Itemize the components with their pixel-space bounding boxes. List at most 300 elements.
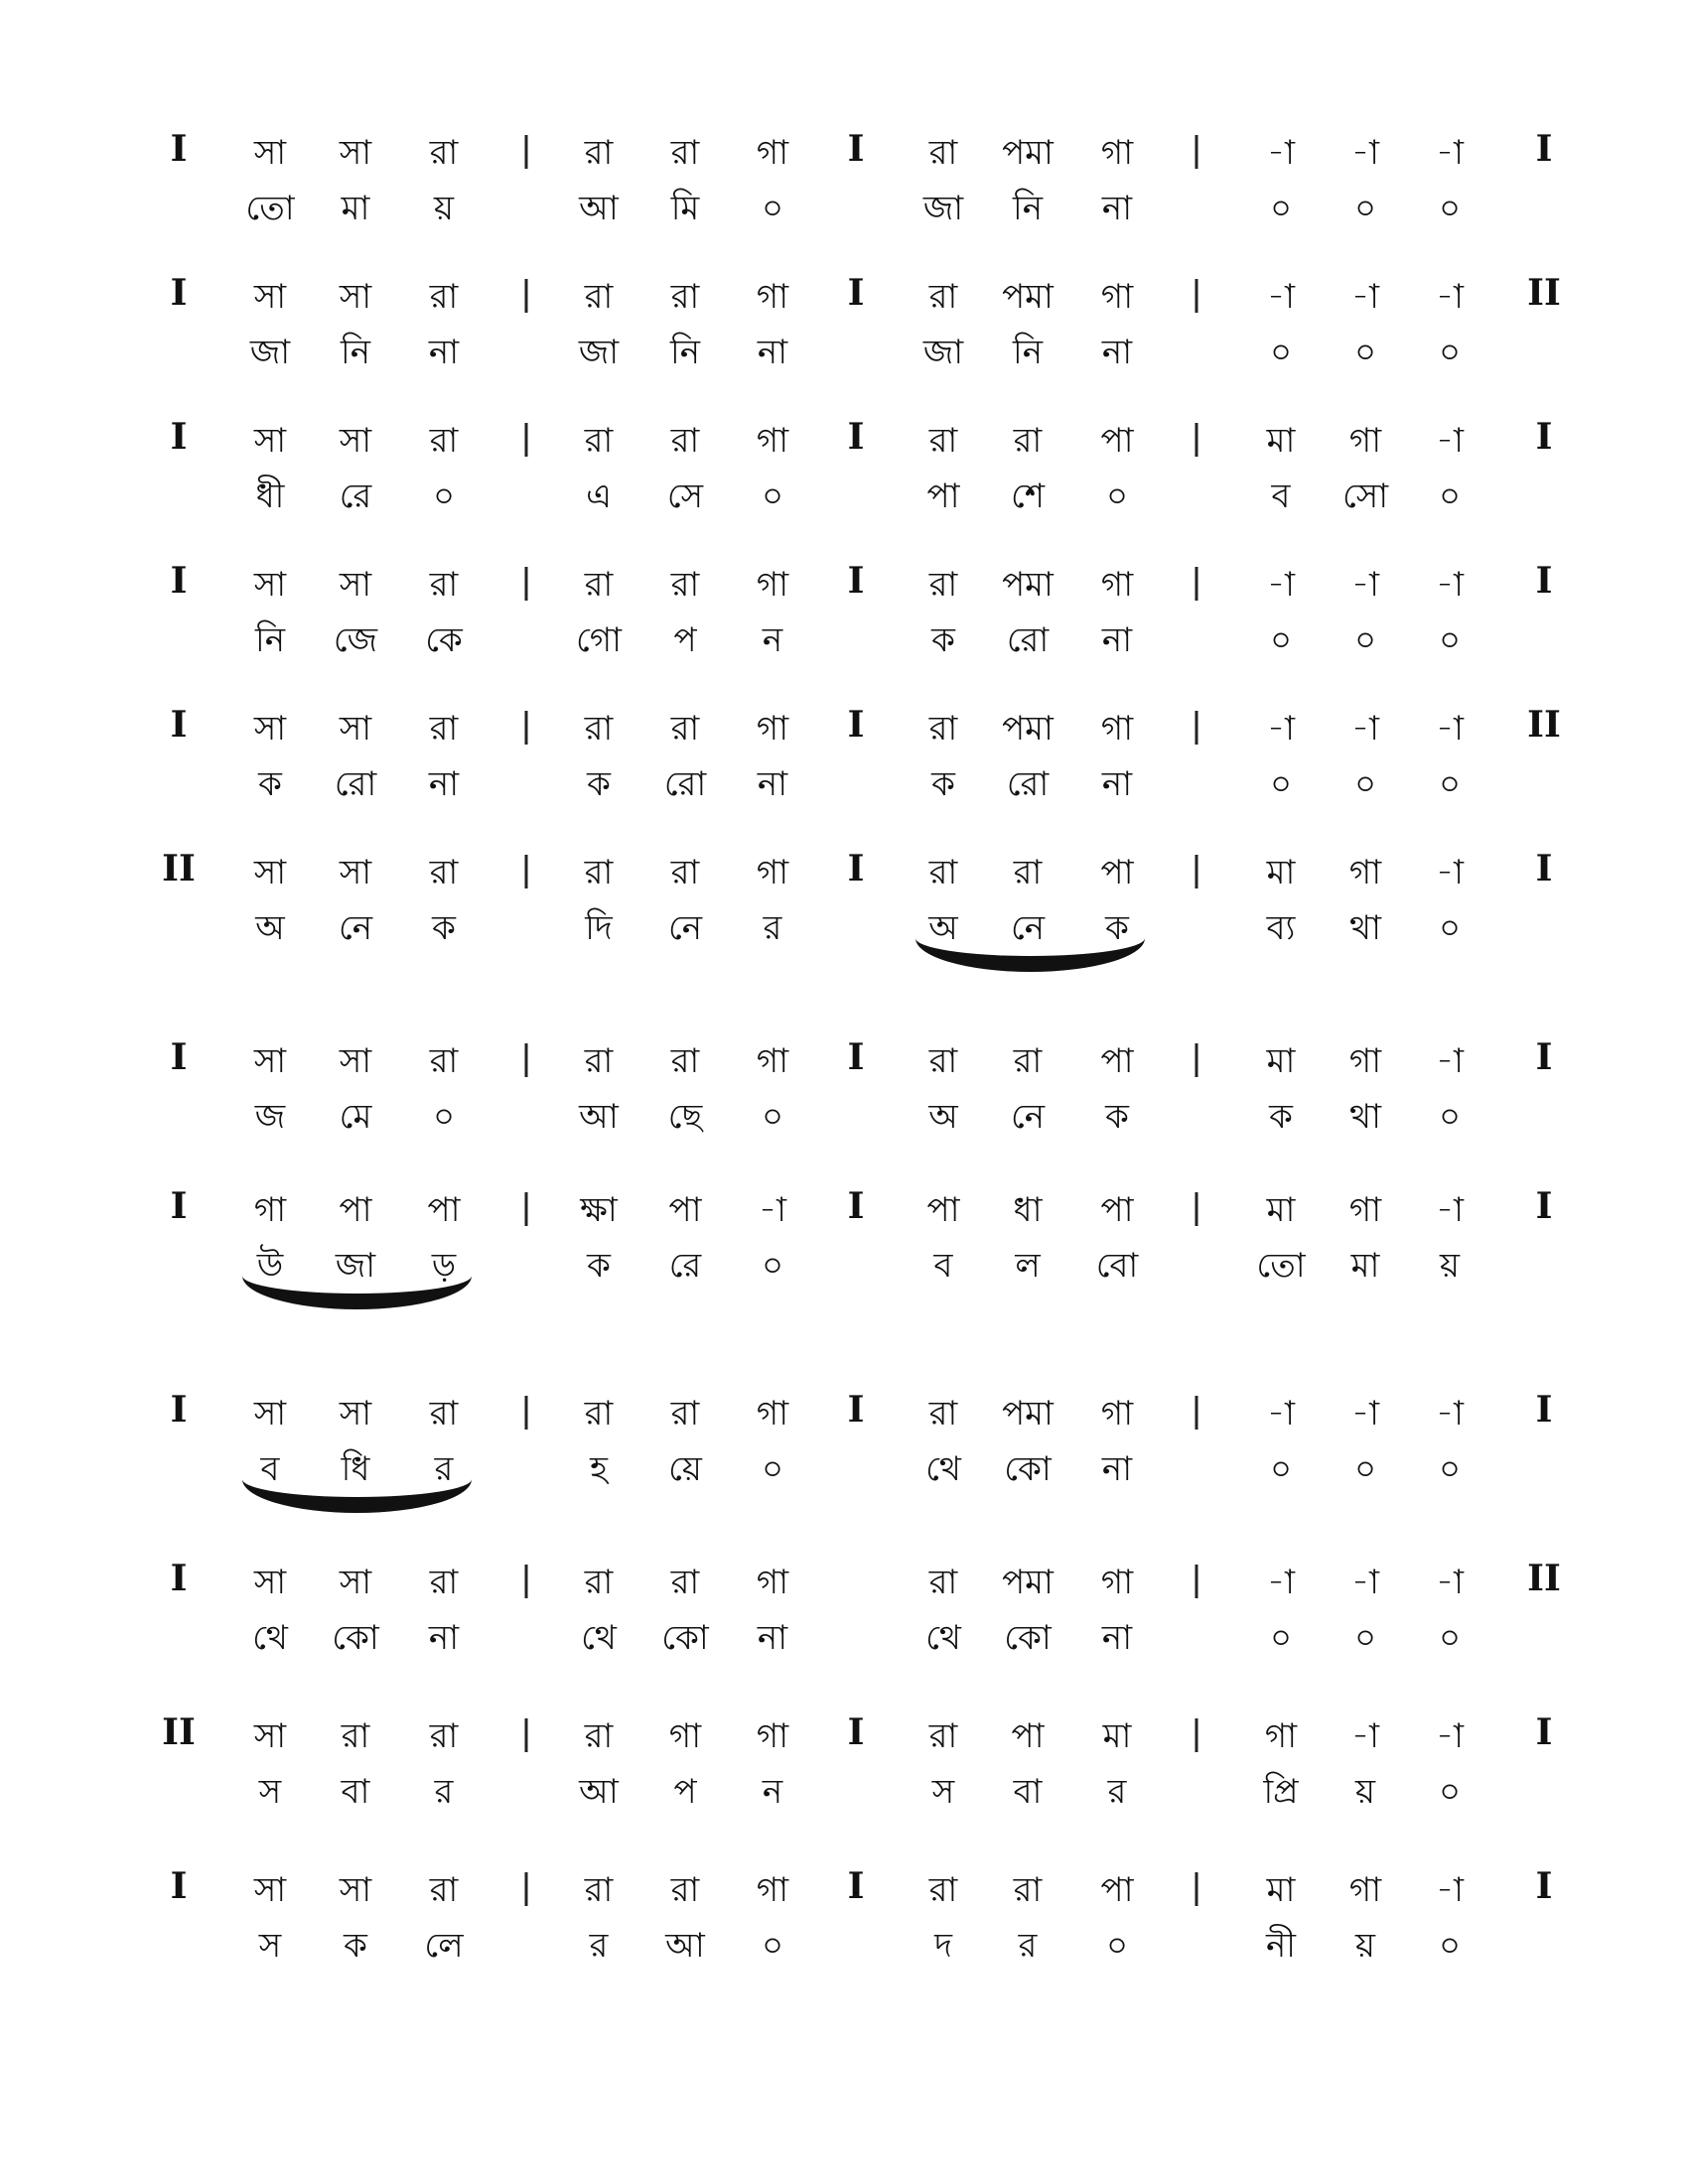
notation-row xyxy=(0,417,1688,546)
note: পা xyxy=(1100,853,1134,892)
beat-divider xyxy=(1196,1043,1198,1077)
note: রা xyxy=(429,277,459,317)
lyric-syllable: থে xyxy=(581,1618,617,1658)
lyric-syllable: ০ xyxy=(1438,764,1462,804)
lyric-syllable: ০ xyxy=(1269,1449,1293,1489)
lyric-syllable: য় xyxy=(1439,1246,1461,1286)
beat-divider xyxy=(1196,135,1198,169)
notation-row xyxy=(0,129,1688,258)
note: পা xyxy=(1100,1870,1134,1910)
lyric-syllable: ০ xyxy=(1105,1926,1129,1966)
note: -া xyxy=(1436,1394,1464,1433)
lyric-syllable: ০ xyxy=(761,1246,784,1286)
note: -া xyxy=(1436,1716,1464,1756)
bar-line-start: I xyxy=(170,1865,188,1907)
beat-divider xyxy=(525,711,528,745)
note: সা xyxy=(339,1563,372,1602)
beat-divider xyxy=(525,1043,528,1077)
note: রা xyxy=(429,1870,459,1910)
bar-line-end: I xyxy=(1535,1711,1553,1753)
note: পমা xyxy=(1002,1563,1054,1602)
bar-line-start: II xyxy=(162,848,196,889)
note: সা xyxy=(253,277,287,317)
beat-divider xyxy=(1196,1872,1198,1906)
bar-line-mid: I xyxy=(847,1389,865,1431)
note: রা xyxy=(584,709,614,749)
note: রা xyxy=(584,565,614,605)
note: রা xyxy=(670,421,700,461)
note: রা xyxy=(928,421,958,461)
lyric-syllable: ০ xyxy=(1438,1926,1462,1966)
lyric-syllable: ক xyxy=(432,908,456,948)
note: মা xyxy=(1102,1716,1132,1756)
note: গা xyxy=(756,853,789,892)
lyric-syllable: কো xyxy=(1004,1449,1052,1489)
lyric-syllable: ০ xyxy=(1353,1449,1377,1489)
beat-divider xyxy=(1196,1718,1198,1752)
note: রা xyxy=(928,1041,958,1081)
lyric-syllable: না xyxy=(1101,620,1133,660)
note: -া xyxy=(759,1190,786,1230)
note: -া xyxy=(1351,565,1379,605)
lyric-syllable: ক xyxy=(1269,1097,1293,1137)
lyric-syllable: কে xyxy=(425,620,463,660)
lyric-syllable: ০ xyxy=(1105,477,1129,516)
lyric-syllable: নে xyxy=(1010,908,1046,948)
lyric-syllable: ০ xyxy=(1269,189,1293,228)
lyric-syllable: ড় xyxy=(431,1246,457,1286)
note: রা xyxy=(670,1563,700,1602)
note: গা xyxy=(1100,133,1134,173)
beat-divider xyxy=(525,1396,528,1430)
note: সা xyxy=(253,133,287,173)
bar-line-start: I xyxy=(170,1036,188,1078)
lyric-syllable: রে xyxy=(668,1246,702,1286)
note: গা xyxy=(756,1716,789,1756)
lyric-syllable: ০ xyxy=(761,1097,784,1137)
lyric-syllable: না xyxy=(757,333,788,372)
bar-line-start: I xyxy=(170,560,188,602)
lyric-syllable: ক xyxy=(344,1926,367,1966)
lyric-syllable: জ xyxy=(254,1097,286,1137)
lyric-syllable: আ xyxy=(579,1097,619,1137)
lyric-syllable: তো xyxy=(1256,1246,1306,1286)
lyric-syllable: ০ xyxy=(432,477,456,516)
note: পা xyxy=(1100,1190,1134,1230)
bar-line-start: I xyxy=(170,1389,188,1431)
note: -া xyxy=(1436,1870,1464,1910)
note: রা xyxy=(928,709,958,749)
note: সা xyxy=(339,1041,372,1081)
lyric-syllable: গো xyxy=(576,620,622,660)
lyric-syllable: মে xyxy=(339,1097,372,1137)
note: রা xyxy=(670,133,700,173)
lyric-syllable: ব্য xyxy=(1266,908,1296,948)
note: রা xyxy=(584,1394,614,1433)
note: ক্ষা xyxy=(580,1190,618,1230)
lyric-syllable: বা xyxy=(341,1772,370,1812)
note: -া xyxy=(1436,853,1464,892)
note: রা xyxy=(429,565,459,605)
lyric-syllable: প্রি xyxy=(1263,1772,1299,1812)
lyric-syllable: আ xyxy=(579,189,619,228)
bar-line-mid: I xyxy=(847,704,865,746)
note: গা xyxy=(1348,853,1382,892)
note: রা xyxy=(584,133,614,173)
bar-line-end: I xyxy=(1535,1389,1553,1431)
note: রা xyxy=(928,1870,958,1910)
note: রা xyxy=(928,1563,958,1602)
bar-line-end: II xyxy=(1527,272,1561,314)
note: রা xyxy=(429,133,459,173)
lyric-syllable: নি xyxy=(1012,333,1044,372)
note: রা xyxy=(670,853,700,892)
notation-row xyxy=(0,1390,1688,1519)
lyric-syllable: রো xyxy=(663,764,707,804)
bar-line-start: I xyxy=(170,272,188,314)
lyric-syllable: ০ xyxy=(1438,1618,1462,1658)
lyric-syllable: ব xyxy=(1271,477,1291,516)
lyric-syllable: য় xyxy=(1354,1772,1376,1812)
note: সা xyxy=(253,1870,287,1910)
note: রা xyxy=(584,1041,614,1081)
note: মা xyxy=(1266,1041,1296,1081)
lyric-syllable: সো xyxy=(1341,477,1389,516)
note: রা xyxy=(670,1870,700,1910)
lyric-syllable: নে xyxy=(667,908,703,948)
bar-line-end: II xyxy=(1527,704,1561,746)
note: -া xyxy=(1436,1190,1464,1230)
note: সা xyxy=(253,709,287,749)
bar-line-start: I xyxy=(170,128,188,170)
note: রা xyxy=(1013,421,1043,461)
lyric-syllable: ন xyxy=(762,620,783,660)
note: রা xyxy=(928,277,958,317)
note: সা xyxy=(253,1041,287,1081)
lyric-syllable: র xyxy=(1018,1926,1038,1966)
note: সা xyxy=(339,853,372,892)
note: -া xyxy=(1267,1394,1295,1433)
bar-line-end: I xyxy=(1535,128,1553,170)
beat-divider xyxy=(525,135,528,169)
bar-line-start: I xyxy=(170,416,188,458)
lyric-syllable: নি xyxy=(1012,189,1044,228)
beat-divider xyxy=(525,1718,528,1752)
note: সা xyxy=(339,1394,372,1433)
lyric-syllable: থে xyxy=(925,1618,961,1658)
note: -া xyxy=(1351,133,1379,173)
bar-line-end: I xyxy=(1535,560,1553,602)
note: গা xyxy=(756,133,789,173)
beat-divider xyxy=(1196,1396,1198,1430)
note: গা xyxy=(1100,1563,1134,1602)
note: পমা xyxy=(1002,709,1054,749)
note: মা xyxy=(1266,421,1296,461)
note: গা xyxy=(668,1716,702,1756)
lyric-syllable: নি xyxy=(254,620,286,660)
lyric-syllable: ০ xyxy=(1438,1449,1462,1489)
notation-row xyxy=(0,273,1688,402)
bar-line-mid: I xyxy=(847,560,865,602)
lyric-syllable: কো xyxy=(332,1618,379,1658)
lyric-syllable: ০ xyxy=(1353,333,1377,372)
beat-divider xyxy=(1196,1565,1198,1598)
note: -া xyxy=(1436,421,1464,461)
beat-divider xyxy=(1196,423,1198,457)
bar-line-mid: I xyxy=(847,1036,865,1078)
note: -া xyxy=(1267,1563,1295,1602)
note: -া xyxy=(1351,1716,1379,1756)
lyric-syllable: জা xyxy=(249,333,291,372)
note: রা xyxy=(429,1716,459,1756)
lyric-syllable: জা xyxy=(922,333,964,372)
lyric-syllable: ০ xyxy=(1353,1618,1377,1658)
note: সা xyxy=(253,565,287,605)
lyric-syllable: ব xyxy=(933,1246,953,1286)
lyric-syllable: ল xyxy=(1015,1246,1041,1286)
lyric-syllable: না xyxy=(428,764,460,804)
lyric-syllable: ০ xyxy=(1438,477,1462,516)
lyric-syllable: নি xyxy=(669,333,701,372)
bar-line-end: I xyxy=(1535,1036,1553,1078)
lyric-syllable: থা xyxy=(1349,1097,1381,1137)
lyric-syllable: ধী xyxy=(255,477,285,516)
note: পমা xyxy=(1002,1394,1054,1433)
note: রা xyxy=(584,277,614,317)
bar-line-end: I xyxy=(1535,1865,1553,1907)
lyric-syllable: না xyxy=(757,764,788,804)
lyric-syllable: ছে xyxy=(667,1097,703,1137)
lyric-syllable: তো xyxy=(245,189,295,228)
note: -া xyxy=(1351,277,1379,317)
note: -া xyxy=(1436,277,1464,317)
note: পা xyxy=(926,1190,960,1230)
lyric-syllable: না xyxy=(1101,1618,1133,1658)
note: গা xyxy=(756,1563,789,1602)
notation-row xyxy=(0,1712,1688,1842)
beat-divider xyxy=(525,1872,528,1906)
lyric-syllable: রে xyxy=(339,477,372,516)
beat-divider xyxy=(1196,855,1198,888)
lyric-syllable: লে xyxy=(424,1926,464,1966)
lyric-syllable: ধি xyxy=(341,1449,370,1489)
note: -া xyxy=(1267,277,1295,317)
note: রা xyxy=(670,1041,700,1081)
note: গা xyxy=(1264,1716,1298,1756)
beat-divider xyxy=(525,855,528,888)
lyric-syllable: রো xyxy=(334,764,377,804)
lyric-syllable: ০ xyxy=(432,1097,456,1137)
lyric-syllable: না xyxy=(428,1618,460,1658)
lyric-syllable: ০ xyxy=(1269,1618,1293,1658)
beat-divider xyxy=(1196,279,1198,313)
lyric-syllable: মি xyxy=(670,189,700,228)
lyric-syllable: ০ xyxy=(1269,333,1293,372)
note: -া xyxy=(1436,709,1464,749)
lyric-syllable: য় xyxy=(1354,1926,1376,1966)
lyric-syllable: ০ xyxy=(1269,620,1293,660)
note: সা xyxy=(339,133,372,173)
note: পা xyxy=(339,1190,372,1230)
note: সা xyxy=(253,421,287,461)
lyric-syllable: মা xyxy=(341,189,370,228)
bar-line-start: II xyxy=(162,1711,196,1753)
note: গা xyxy=(756,709,789,749)
lyric-syllable: উ xyxy=(256,1246,284,1286)
lyric-syllable: অ xyxy=(928,1097,958,1137)
note: রা xyxy=(670,565,700,605)
lyric-syllable: ০ xyxy=(761,1926,784,1966)
lyric-syllable: ক xyxy=(1105,908,1129,948)
lyric-syllable: কো xyxy=(661,1618,709,1658)
note: গা xyxy=(756,421,789,461)
lyric-syllable: জা xyxy=(578,333,620,372)
beat-divider xyxy=(525,1565,528,1598)
lyric-syllable: দি xyxy=(585,908,613,948)
note: সা xyxy=(339,709,372,749)
bar-line-mid: I xyxy=(847,1185,865,1227)
lyric-syllable: হ xyxy=(590,1449,608,1489)
note: পা xyxy=(1100,421,1134,461)
note: মা xyxy=(1266,853,1296,892)
note: সা xyxy=(253,1563,287,1602)
lyric-syllable: এ xyxy=(586,477,612,516)
lyric-syllable: ন xyxy=(762,1772,783,1812)
lyric-syllable: রো xyxy=(1006,620,1050,660)
bar-line-end: I xyxy=(1535,848,1553,889)
note: পমা xyxy=(1002,277,1054,317)
note: রা xyxy=(670,709,700,749)
lyric-syllable: ০ xyxy=(1438,620,1462,660)
lyric-syllable: শে xyxy=(1011,477,1045,516)
bar-line-mid: I xyxy=(847,416,865,458)
lyric-syllable: আ xyxy=(665,1926,705,1966)
lyric-syllable: ক xyxy=(931,764,955,804)
lyric-syllable: ক xyxy=(258,764,282,804)
note: গা xyxy=(756,277,789,317)
note: সা xyxy=(253,1716,287,1756)
note: পা xyxy=(427,1190,461,1230)
note: রা xyxy=(584,853,614,892)
lyric-syllable: ০ xyxy=(1353,620,1377,660)
lyric-syllable: নি xyxy=(340,333,371,372)
lyric-syllable: না xyxy=(1101,1449,1133,1489)
bar-line-end: II xyxy=(1527,1558,1561,1599)
note: গা xyxy=(756,565,789,605)
note: রা xyxy=(584,1870,614,1910)
note: রা xyxy=(429,1041,459,1081)
note: গা xyxy=(1348,421,1382,461)
lyric-syllable: ০ xyxy=(1438,333,1462,372)
bar-line-start: I xyxy=(170,704,188,746)
note: -া xyxy=(1436,1563,1464,1602)
lyric-syllable: থে xyxy=(252,1618,288,1658)
note: সা xyxy=(339,1870,372,1910)
note: পমা xyxy=(1002,565,1054,605)
bar-line-start: I xyxy=(170,1558,188,1599)
note: সা xyxy=(253,853,287,892)
lyric-syllable: ০ xyxy=(1438,1097,1462,1137)
beat-divider xyxy=(1196,1192,1198,1226)
lyric-syllable: মা xyxy=(1350,1246,1380,1286)
note: রা xyxy=(670,277,700,317)
note: রা xyxy=(584,421,614,461)
lyric-syllable: ০ xyxy=(1269,764,1293,804)
note: গা xyxy=(756,1394,789,1433)
note: রা xyxy=(584,1716,614,1756)
notation-row xyxy=(0,1186,1688,1315)
notation-row xyxy=(0,705,1688,834)
lyric-syllable: রো xyxy=(1006,764,1050,804)
lyric-syllable: নী xyxy=(1265,1926,1297,1966)
note: গা xyxy=(1100,565,1134,605)
note: -া xyxy=(1436,133,1464,173)
note: রা xyxy=(429,1563,459,1602)
beat-divider xyxy=(525,567,528,601)
beat-divider xyxy=(1196,711,1198,745)
bar-line-start: I xyxy=(170,1185,188,1227)
bar-line-end: I xyxy=(1535,416,1553,458)
note: গা xyxy=(756,1041,789,1081)
note: গা xyxy=(1100,1394,1134,1433)
note: রা xyxy=(1013,1870,1043,1910)
lyric-syllable: র xyxy=(1107,1772,1127,1812)
notation-row xyxy=(0,849,1688,978)
note: গা xyxy=(1348,1041,1382,1081)
note: গা xyxy=(253,1190,287,1230)
lyric-syllable: ক xyxy=(587,764,611,804)
lyric-syllable: কো xyxy=(1004,1618,1052,1658)
note: রা xyxy=(429,709,459,749)
note: রা xyxy=(928,853,958,892)
lyric-syllable: ০ xyxy=(761,1449,784,1489)
lyric-syllable: স xyxy=(258,1772,282,1812)
bar-line-end: I xyxy=(1535,1185,1553,1227)
lyric-syllable: অ xyxy=(255,908,285,948)
lyric-syllable: ব xyxy=(260,1449,280,1489)
lyric-syllable: ০ xyxy=(1353,189,1377,228)
lyric-syllable: প xyxy=(673,1772,697,1812)
lyric-syllable: সে xyxy=(666,477,704,516)
lyric-syllable: য় xyxy=(433,189,455,228)
note: গা xyxy=(756,1870,789,1910)
note: -া xyxy=(1351,1563,1379,1602)
note: রা xyxy=(928,565,958,605)
lyric-syllable: ০ xyxy=(1438,908,1462,948)
lyric-syllable: প xyxy=(673,620,697,660)
beat-divider xyxy=(1196,567,1198,601)
note: গা xyxy=(1348,1190,1382,1230)
bar-line-mid: I xyxy=(847,1711,865,1753)
lyric-syllable: না xyxy=(1101,333,1133,372)
lyric-syllable: জা xyxy=(922,189,964,228)
note: রা xyxy=(1013,1041,1043,1081)
note: রা xyxy=(670,1394,700,1433)
lyric-syllable: না xyxy=(1101,189,1133,228)
lyric-syllable: ক xyxy=(1105,1097,1129,1137)
lyric-syllable: অ xyxy=(928,908,958,948)
lyric-syllable: নে xyxy=(1010,1097,1046,1137)
lyric-syllable: স xyxy=(258,1926,282,1966)
lyric-syllable: র xyxy=(763,908,782,948)
lyric-syllable: থা xyxy=(1349,908,1381,948)
note: সা xyxy=(339,421,372,461)
note: গা xyxy=(1348,1870,1382,1910)
notation-row xyxy=(0,561,1688,690)
note: রা xyxy=(928,1394,958,1433)
note: রা xyxy=(928,1716,958,1756)
lyric-syllable: থে xyxy=(925,1449,961,1489)
